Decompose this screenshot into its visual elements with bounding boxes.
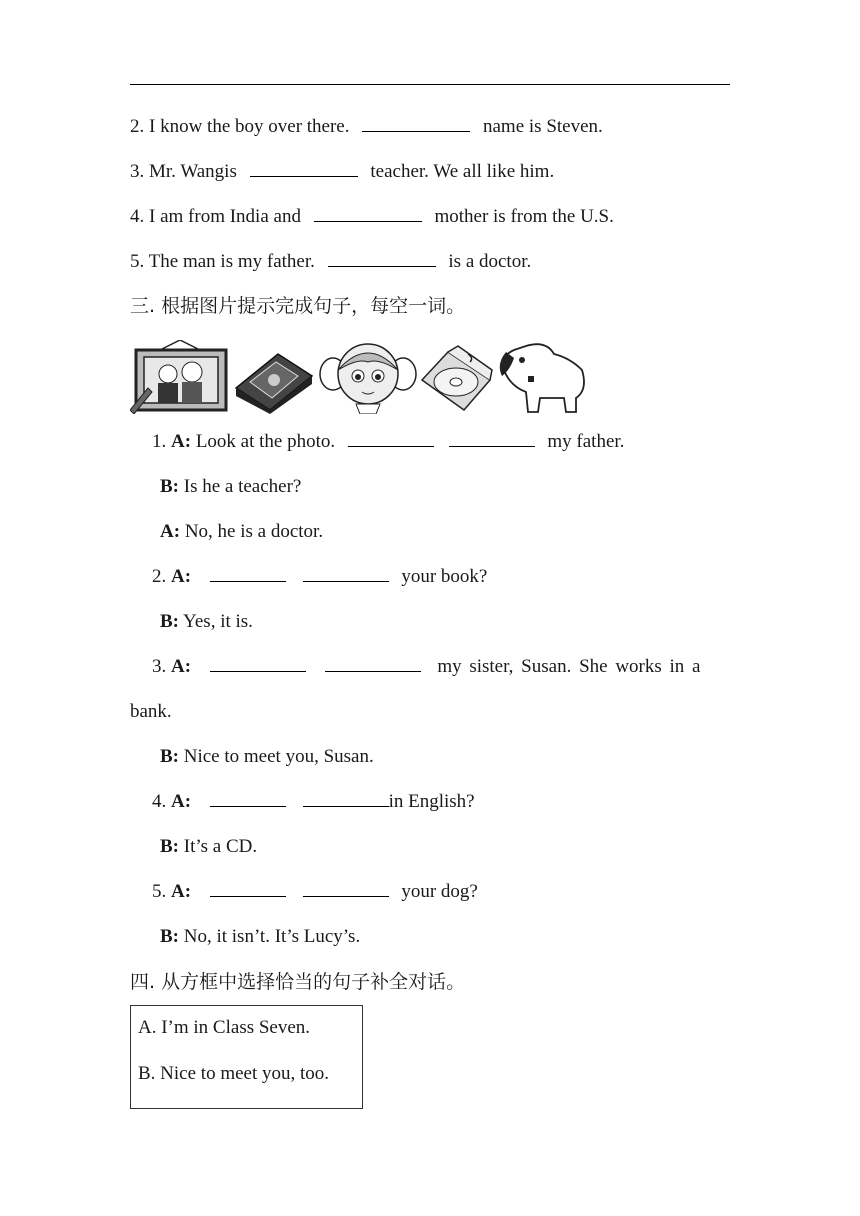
dialogue-text: my father. — [547, 431, 625, 452]
dialogue-text: Nice to meet you, Susan. — [183, 746, 374, 767]
speaker-label: B: — [160, 926, 179, 947]
item-number: 4. — [152, 791, 167, 812]
exercise-item-5 — [130, 250, 531, 274]
speaker-label: A: — [171, 656, 192, 677]
speaker-label: B: — [160, 611, 179, 632]
dialogue-text: It’s a CD. — [183, 836, 258, 857]
dialogue-text: No, he is a doctor. — [184, 521, 324, 542]
option-a: A. I’m in Class Seven. — [138, 1017, 311, 1038]
item-number: 2. — [130, 116, 145, 137]
option-b: B. Nice to meet you, too. — [138, 1063, 330, 1084]
dialogue-q4-a — [152, 790, 475, 814]
item-number: 3. — [130, 161, 145, 182]
speaker-label: A: — [171, 431, 192, 452]
dialogue-text: your book? — [401, 566, 488, 587]
speaker-label: B: — [160, 476, 179, 497]
dialogue-q5-a — [152, 880, 478, 904]
answer-blank[interactable] — [250, 162, 358, 177]
answer-blank[interactable] — [303, 792, 389, 807]
item-number: 2. — [152, 566, 167, 587]
answer-blank[interactable] — [210, 567, 286, 582]
answer-blank[interactable] — [449, 432, 535, 447]
dialogue-q1-b — [160, 475, 301, 499]
section-heading-4: 四. 从方框中选择恰当的句子补全对话。 — [130, 971, 466, 993]
dialogue-text: your dog? — [401, 881, 478, 902]
answer-blank[interactable] — [210, 792, 286, 807]
dialogue-text: in English? — [388, 791, 475, 812]
answer-blank[interactable] — [348, 432, 434, 447]
dialogue-text: Look at the photo. — [195, 431, 336, 452]
item-text: Mr. Wangis — [149, 161, 237, 182]
dialogue-q2-a — [152, 565, 487, 589]
item-text: name is Steven. — [483, 116, 603, 137]
dialogue-text: my sister, Susan. She works in a — [437, 656, 701, 677]
answer-blank[interactable] — [362, 117, 470, 132]
book-icon — [232, 340, 314, 414]
item-number: 3. — [152, 656, 167, 677]
dialogue-q3-b — [160, 745, 374, 769]
speaker-label: A: — [171, 791, 192, 812]
speaker-label: A: — [160, 521, 181, 542]
cd-icon — [418, 340, 494, 414]
dialogue-q1-a — [152, 430, 624, 454]
dialogue-q3-a — [152, 655, 730, 679]
dialogue-q5-b — [160, 925, 360, 949]
item-text: The man is my father. — [148, 251, 315, 272]
item-text: mother is from the U.S. — [434, 206, 614, 227]
exercise-item-3 — [130, 160, 554, 184]
speaker-label: B: — [160, 836, 179, 857]
dialogue-q1-a2 — [160, 520, 323, 544]
item-text: is a doctor. — [448, 251, 532, 272]
item-number: 5. — [130, 251, 145, 272]
dialogue-text: Is he a teacher? — [183, 476, 302, 497]
item-number: 4. — [130, 206, 145, 227]
answer-blank[interactable] — [325, 657, 421, 672]
answer-blank[interactable] — [314, 207, 422, 222]
answer-blank[interactable] — [210, 882, 286, 897]
item-number: 5. — [152, 881, 167, 902]
exercise-item-4 — [130, 205, 614, 229]
speaker-label: A: — [171, 566, 192, 587]
answer-blank[interactable] — [303, 567, 389, 582]
answer-blank[interactable] — [210, 657, 306, 672]
photo-icon — [130, 340, 230, 414]
answer-blank[interactable] — [328, 252, 436, 267]
section-heading-3: 三. 根据图片提示完成句子，每空一词。 — [130, 295, 466, 317]
girl-icon — [318, 340, 418, 414]
dialogue-text: Yes, it is. — [183, 611, 253, 632]
speaker-label: A: — [171, 881, 192, 902]
item-text: I know the boy over there. — [149, 116, 350, 137]
dialogue-q2-b — [160, 610, 253, 634]
dialogue-text: No, it isn’t. It’s Lucy’s. — [183, 926, 361, 947]
dialogue-q4-b — [160, 835, 257, 859]
item-number: 1. — [152, 431, 167, 452]
dialogue-q3-wrap: bank. — [130, 701, 172, 722]
item-text: teacher. We all like him. — [370, 161, 555, 182]
exercise-item-2 — [130, 115, 603, 139]
item-text: I am from India and — [149, 206, 301, 227]
top-rule — [130, 84, 730, 85]
answer-blank[interactable] — [303, 882, 389, 897]
speaker-label: B: — [160, 746, 179, 767]
dog-icon — [496, 340, 588, 414]
